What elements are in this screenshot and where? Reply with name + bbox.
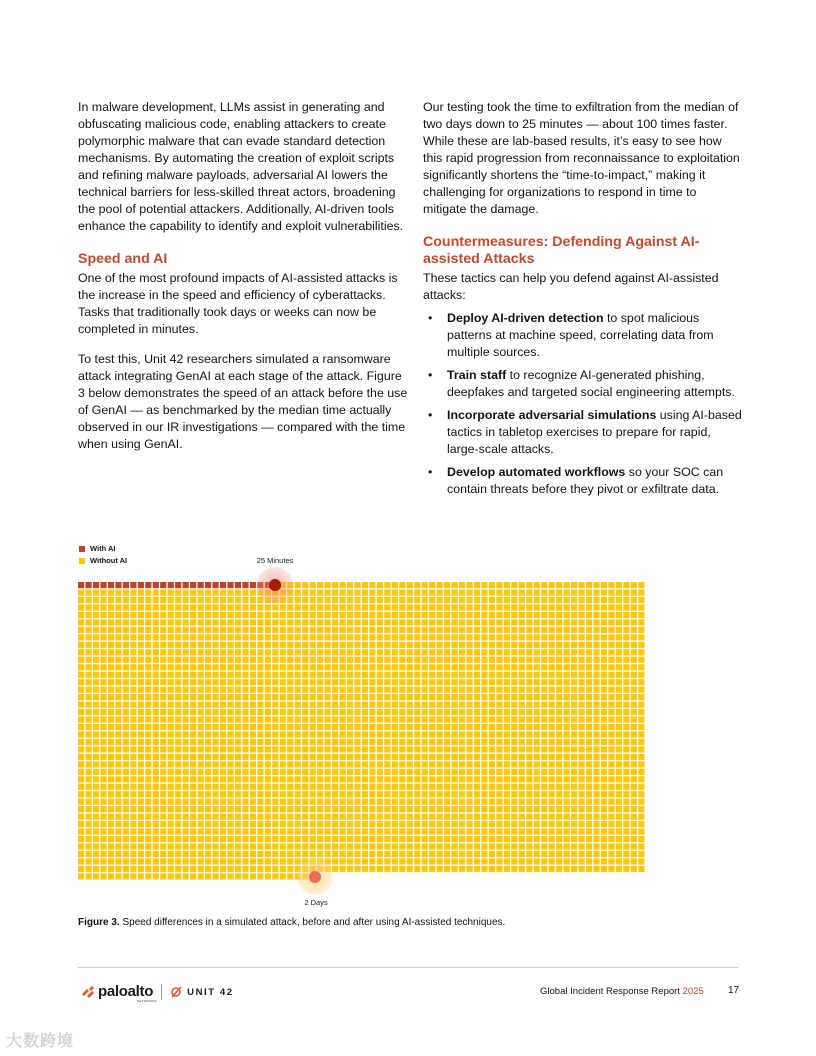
left-column	[78, 99, 408, 466]
list-item: • Train staff to recognize AI-generated phishing, deepfakes and targeted social engineering attempts.	[428, 368, 735, 399]
countermeasures-list	[423, 310, 743, 498]
unit42-wordmark: UNIT 42	[187, 986, 234, 998]
testing-paragraph: Our testing took the time to exfiltration from the median of two days down to 25 minutes — about 100 times faster. While these are lab-based results, it’s easy to see how this rapid progression from reconnaissance to exploitation significantly shortens the “time-to-impact,” making it challenging for organizations to respond in time to mitigate the damage.	[423, 100, 740, 216]
unit42-logo-icon	[170, 986, 184, 998]
list-item: • Deploy AI-driven detection to spot malicious patterns at machine speed, correlating data from multiple sources.	[428, 311, 714, 359]
speed-paragraph-1: One of the most profound impacts of AI-assisted attacks is the increase in the speed and efficiency of cyberattacks. Tasks that traditionally took days or weeks can now be completed in minutes.	[78, 271, 398, 336]
figure-caption: Figure 3. Speed differences in a simulated attack, before and after using AI-assisted techniques.	[78, 917, 506, 928]
report-title: Global Incident Response Report 2025	[540, 986, 704, 997]
with-ai-marker-dot-icon	[269, 579, 281, 591]
with-ai-swatch-icon	[79, 546, 85, 552]
without-ai-swatch-icon	[79, 558, 85, 564]
footer-logos	[80, 983, 234, 1001]
countermeasures-heading: Countermeasures: Defending Against AI-assisted Attacks	[423, 234, 700, 267]
bullet-icon: •	[428, 408, 433, 422]
waffle-chart	[78, 582, 648, 882]
chart-legend	[79, 543, 127, 567]
right-column	[423, 99, 743, 504]
bullet-icon: •	[428, 465, 433, 479]
speed-heading: Speed and AI	[78, 251, 168, 267]
logo-separator	[161, 984, 162, 1000]
bullet-icon: •	[428, 368, 433, 382]
list-item: • Develop automated workflows so your SOC can contain threats before they pivot or exfiltrate data.	[428, 465, 724, 496]
countermeasures-intro: These tactics can help you defend against AI-assisted attacks:	[423, 271, 719, 302]
footer-divider	[78, 967, 738, 968]
marker-label-2-days: 2 Days	[304, 898, 328, 907]
speed-paragraph-2: To test this, Unit 42 researchers simulated a ransomware attack integrating GenAI at each stage of the attack. Figure 3 below demonstrates the speed of an attack before the use of GenAI — as benchmarked by the median time actually observed in our IR investigations — compared with the time when using GenAI.	[78, 352, 408, 451]
legend-item-with-ai: With AI	[79, 543, 127, 555]
paloalto-wordmark: paloalto NETWORKS	[98, 983, 157, 1003]
marker-label-25-minutes: 25 Minutes	[256, 556, 294, 565]
legend-item-without-ai: Without AI	[79, 555, 127, 567]
list-item: • Incorporate adversarial simulations using AI-based tactics in tabletop exercises to prepare for rapid, large-scale attacks.	[428, 408, 742, 456]
watermark: 大数跨境	[6, 1033, 75, 1050]
bullet-icon: •	[428, 311, 433, 325]
intro-paragraph: In malware development, LLMs assist in generating and obfuscating malicious code, enabling attackers to create polymorphic malware that can evade standard detection mechanisms. By automating the creation of exploit scripts and refining malware payloads, adversarial AI lowers the technical barriers for less-skilled threat actors, broadening the pool of potential attackers. Additionally, AI-driven tools enhance the capability to identify and exploit vulnerabilities.	[78, 100, 404, 233]
without-ai-marker-dot-icon	[309, 871, 321, 883]
page-number: 17	[728, 985, 740, 996]
waffle-grid-svg	[78, 582, 648, 882]
paloalto-logo-icon	[80, 985, 98, 999]
